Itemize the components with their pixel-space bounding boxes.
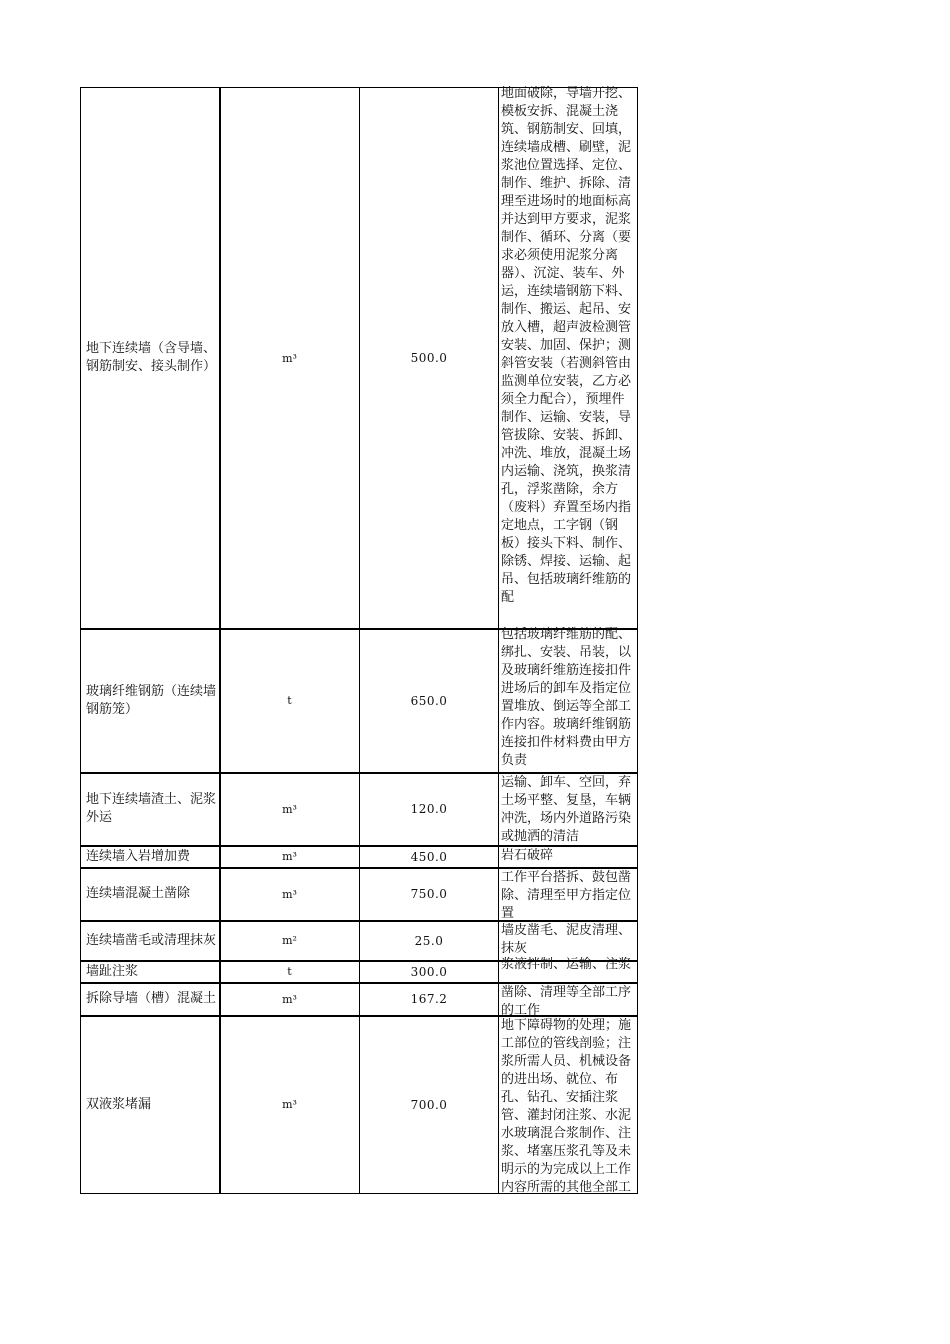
item-name-cell [82,869,218,919]
item-name-cell-text: 拆除导墙（槽）混凝土 [86,991,217,1006]
unit-cell-text: m³ [282,992,297,1006]
quantity-cell-text: 750.0 [410,887,448,901]
quantity-cell [361,847,497,866]
unit-cell [221,962,358,981]
unit-cell-text: m³ [282,351,297,365]
unit-cell-text: m² [282,934,297,947]
table-border-right [637,87,638,1194]
unit-cell [221,1017,358,1192]
quantity-cell [361,962,497,981]
unit-cell-text: t [287,965,292,978]
description-cell [500,984,636,1018]
item-name-cell-text: 墙趾注浆 [86,963,139,979]
unit-cell-text: m³ [282,850,297,863]
description-cell-text: 运输、卸车、空回，弃土场平整、复垦，车辆冲洗，场内外道路污染或抛洒的清洁 [501,775,632,844]
item-name-cell [82,984,218,1014]
item-name-cell-text: 地下连续墙（含导墙、钢筋制安、接头制作） [86,341,217,374]
unit-cell [221,847,358,866]
unit-cell [221,869,358,919]
table-border-left [80,87,81,1194]
unit-cell [221,774,358,844]
description-cell [500,626,636,767]
column-divider [498,87,499,1194]
item-name-cell-text: 连续墙凿毛或清理抹灰 [86,932,217,948]
item-name-cell-text: 连续墙入岩增加费 [86,848,191,864]
item-name-cell [82,962,218,981]
description-cell [500,922,636,959]
item-name-cell-text: 玻璃纤维钢筋（连续墙钢筋笼） [86,683,217,717]
description-cell-text: 岩石破碎 [501,848,554,863]
quantity-cell [361,869,497,919]
quantity-cell-text: 650.0 [410,693,448,708]
quantity-cell [361,774,497,844]
column-divider [359,87,360,1194]
item-name-cell [82,89,218,627]
description-cell [500,1017,636,1195]
description-cell-text: 地面破除，导墙开挖、模板安拆、混凝土浇筑、钢筋制安、回填，连续墙成槽、刷壁，泥浆池位置选择、定位、制作、维护、拆除、清理至进场时的地面标高并达到甲方要求，泥浆制作、循环、分离（要求必须使用泥浆分离器）、沉淀、装车、外运，连续墙钢筋下料、制作、搬运、起吊、安放入槽，超声波检测管安装、加固、保护；测斜管安装（若测斜管由监测单位安装，乙方必须全力配合），预埋件制作、运输、安装，导管拔除、安装、拆卸、冲洗、堆放，混凝土场内运输、浇筑，换浆清孔，浮浆凿除，余方（废料）弃置至场内指定地点，工字钢（钢板）接头下料、制作、除锈、焊接、运输、起吊、包括玻璃纤维筋的配 [501,86,632,605]
description-cell [500,869,636,919]
item-name-cell [82,774,218,844]
quantity-cell-text: 500.0 [410,351,448,365]
unit-cell [221,630,358,771]
description-cell [500,774,636,844]
quantity-cell [361,922,497,959]
description-cell-text: 包括玻璃纤维筋的配、绑扎、安装、吊装，以及玻璃纤维筋连接扣件进场后的卸车及指定位置堆放、倒运等全部工作内容。玻璃纤维钢筋连接扣件材料费由甲方负责 [501,627,632,768]
description-cell-text: 凿除、清理等全部工序的工作 [501,985,632,1018]
item-name-cell [82,847,218,866]
description-cell-text: 工作平台搭拆、鼓包凿除、清理至甲方指定位置 [501,870,632,921]
quantity-cell [361,984,497,1014]
description-cell-text: 地下障碍物的处理；施工部位的管线剖验；注浆所需人员、机械设备的进出场、就位、布孔、钻孔、安插注浆管、灌封闭注浆、水泥水玻璃混合浆制作、注浆、堵塞压浆孔等及未明示的为完成以上工作内容所需的其他全部工 [501,1018,632,1195]
description-cell [500,956,636,975]
item-name-cell [82,922,218,959]
description-cell [500,85,636,623]
unit-cell-text: m³ [282,802,297,816]
unit-cell-text: m³ [282,887,297,901]
unit-cell [221,922,358,959]
quantity-cell [361,89,497,627]
quantity-cell-text: 700.0 [410,1097,448,1112]
item-name-cell [82,1017,218,1192]
quantity-cell [361,1017,497,1192]
unit-cell [221,984,358,1014]
quantity-cell [361,630,497,771]
item-name-cell-text: 双液浆堵漏 [86,1096,152,1112]
item-name-cell-text: 地下连续墙渣土、泥浆外运 [86,792,217,825]
quantity-cell-text: 25.0 [414,933,444,948]
description-cell [500,847,636,866]
description-cell-text: 浆液拌制、运输、注浆 [501,957,632,972]
item-name-cell [82,630,218,771]
unit-cell-text: m³ [282,1098,297,1111]
quantity-cell-text: 167.2 [410,992,448,1006]
item-name-cell-text: 连续墙混凝土凿除 [86,886,191,901]
quantity-cell-text: 300.0 [410,964,448,979]
description-cell-text: 墙皮凿毛、泥皮清理、抹灰 [501,923,632,956]
unit-cell [221,89,358,627]
quantity-cell-text: 450.0 [410,849,448,864]
quantity-cell-text: 120.0 [410,802,448,816]
unit-cell-text: t [287,694,292,707]
